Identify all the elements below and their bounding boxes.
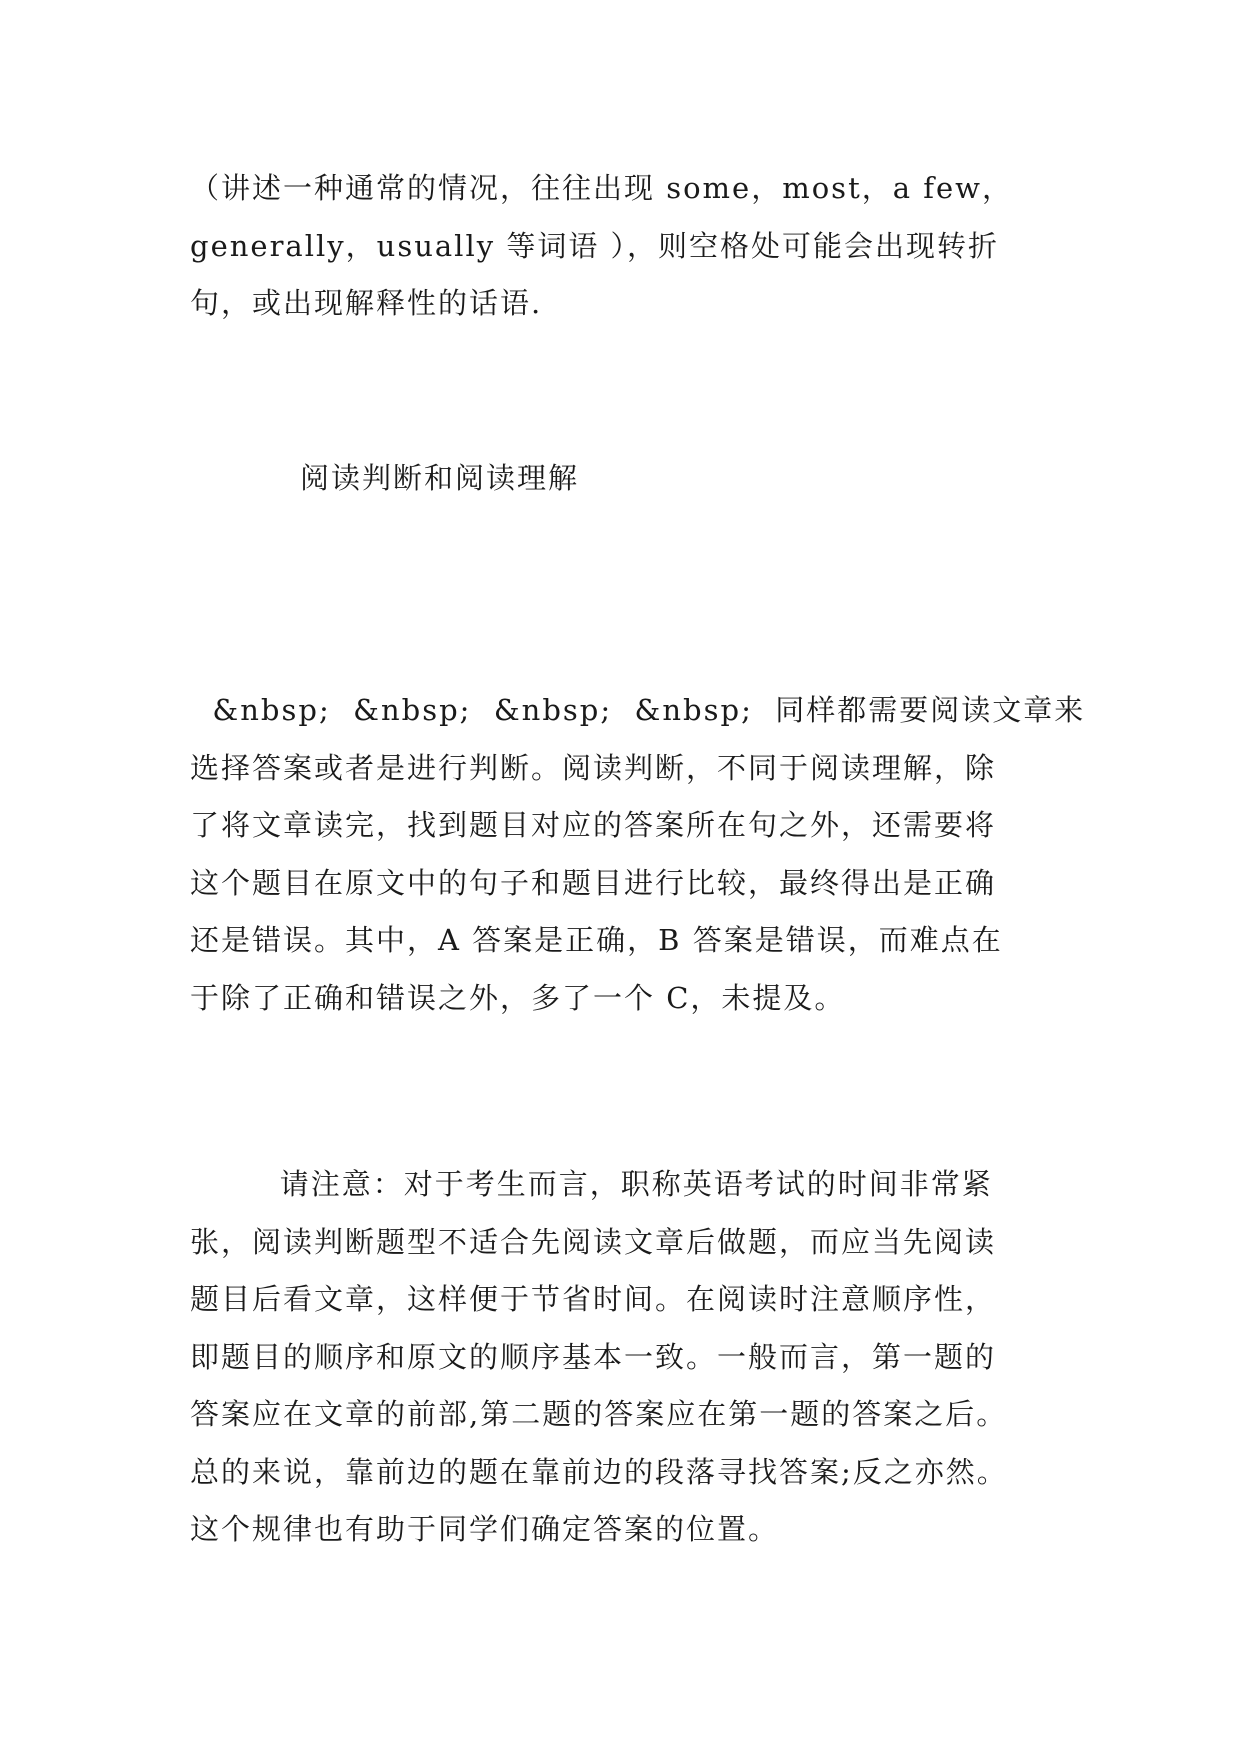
paragraph-line: （讲述一种通常的情况，往往出现 some，most，a few， xyxy=(190,171,1013,205)
section-heading: 阅读判断和阅读理解 xyxy=(300,461,580,495)
paragraph-line: 即题目的顺序和原文的顺序基本一致。一般而言，第一题的 xyxy=(190,1339,997,1374)
paragraph-line: 了将文章读完，找到题目对应的答案所在句之外，还需要将 xyxy=(190,808,997,842)
paragraph-line: generally，usually 等词语 ），则空格处可能会出现转折 xyxy=(190,228,1000,263)
paragraph-line: 这个题目在原文中的句子和题目进行比较，最终得出是正确 xyxy=(190,865,997,900)
paragraph-line: 还是错误。其中，A 答案是正确，B 答案是错误，而难点在 xyxy=(190,923,1003,957)
paragraph-line: 题目后看文章，这样便于节省时间。在阅读时注意顺序性， xyxy=(190,1282,997,1316)
paragraph-line: 句，或出现解释性的话语. xyxy=(190,286,543,320)
paragraph-line: 总的来说，靠前边的题在靠前边的段落寻找答案;反之亦然。 xyxy=(190,1454,1008,1489)
paragraph-line: 请注意：对于考生而言，职称英语考试的时间非常紧 xyxy=(190,1167,993,1201)
paragraph-judgment xyxy=(190,682,1086,1027)
paragraph-line: &nbsp; &nbsp; &nbsp; &nbsp; 同样都需要阅读文章来 xyxy=(190,693,1086,727)
paragraph-intro xyxy=(190,160,1060,333)
paragraph-line: 答案应在文章的前部,第二题的答案应在第一题的答案之后。 xyxy=(190,1397,1008,1431)
paragraph-note xyxy=(190,1156,1060,1559)
paragraph-line: 选择答案或者是进行判断。阅读判断，不同于阅读理解，除 xyxy=(190,750,997,785)
paragraph-line: 张，阅读判断题型不适合先阅读文章后做题，而应当先阅读 xyxy=(190,1224,997,1259)
paragraph-line: 这个规律也有助于同学们确定答案的位置。 xyxy=(190,1512,780,1546)
paragraph-line: 于除了正确和错误之外，多了一个 C，未提及。 xyxy=(190,980,846,1015)
